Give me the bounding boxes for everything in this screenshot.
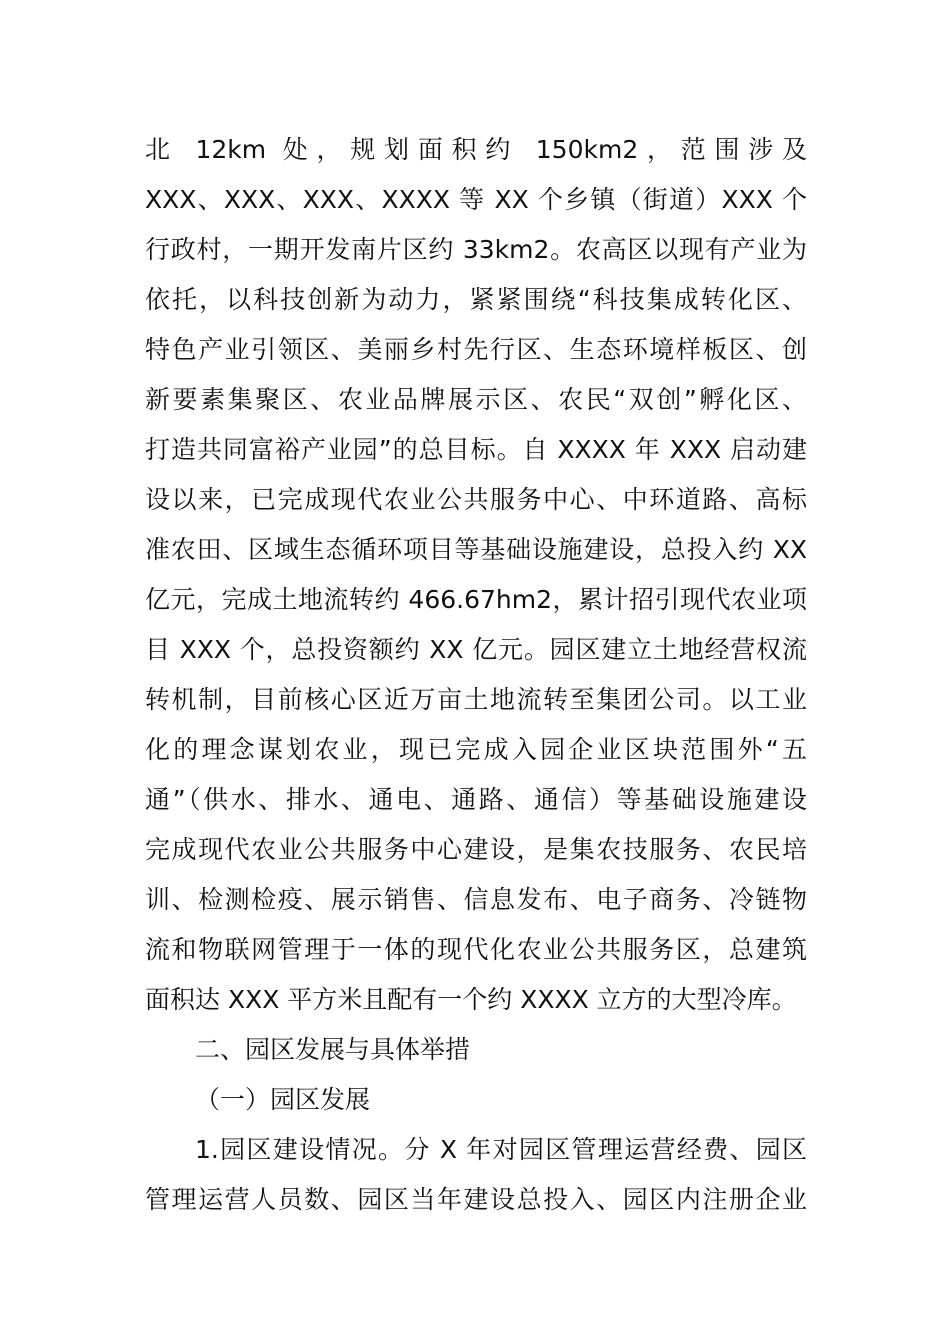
text-line: XXX、XXX、XXX、XXXX 等 XX 个乡镇（街道）XXX 个	[145, 185, 807, 214]
text-line: 准农田、区域生态循环项目等基础设施建设，总投入约 XX	[145, 535, 807, 564]
text-line: 训、检测检疫、展示销售、信息发布、电子商务、冷链物	[145, 885, 807, 914]
text-line: 流和物联网管理于一体的现代化农业公共服务区，总建筑	[145, 935, 807, 964]
text-line: 行政村，一期开发南片区约 33km2。农高区以现有产业为	[145, 235, 807, 264]
text-line: 管理运营人员数、园区当年建设总投入、园区内注册企业	[145, 1185, 807, 1214]
subsection-heading: （一）园区发展	[195, 1085, 371, 1114]
text-line: 特色产业引领区、美丽乡村先行区、生态环境样板区、创	[145, 335, 807, 364]
text-line: 亿元，完成土地流转约 466.67hm2，累计招引现代农业项	[145, 585, 807, 614]
text-line: 面积达 XXX 平方米且配有一个约 XXXX 立方的大型冷库。	[145, 985, 797, 1014]
text-line: 目 XXX 个，总投资额约 XX 亿元。园区建立土地经营权流	[145, 635, 807, 664]
section-heading: 二、园区发展与具体举措	[195, 1035, 471, 1064]
text-line: 完成现代农业公共服务中心建设，是集农技服务、农民培	[145, 835, 807, 864]
text-line: 转机制，目前核心区近万亩土地流转至集团公司。以工业	[145, 685, 807, 714]
text-line: 通”（供水、排水、通电、通路、通信）等基础设施建设	[145, 785, 807, 814]
text-line: 依托，以科技创新为动力，紧紧围绕“科技集成转化区、	[145, 285, 807, 314]
text-line: 打造共同富裕产业园”的总目标。自 XXXX 年 XXX 启动建	[145, 435, 807, 464]
text-line: 化的理念谋划农业，现已完成入园企业区块范围外“五	[145, 735, 807, 764]
text-line: 1.园区建设情况。分 X 年对园区管理运营经费、园区	[195, 1135, 807, 1164]
text-line: 新要素集聚区、农业品牌展示区、农民“双创”孵化区、	[145, 385, 807, 414]
text-line: 北 12km 处，规划面积约 150km2，范围涉及	[145, 135, 807, 164]
text-line: 设以来，已完成现代农业公共服务中心、中环道路、高标	[145, 485, 807, 514]
